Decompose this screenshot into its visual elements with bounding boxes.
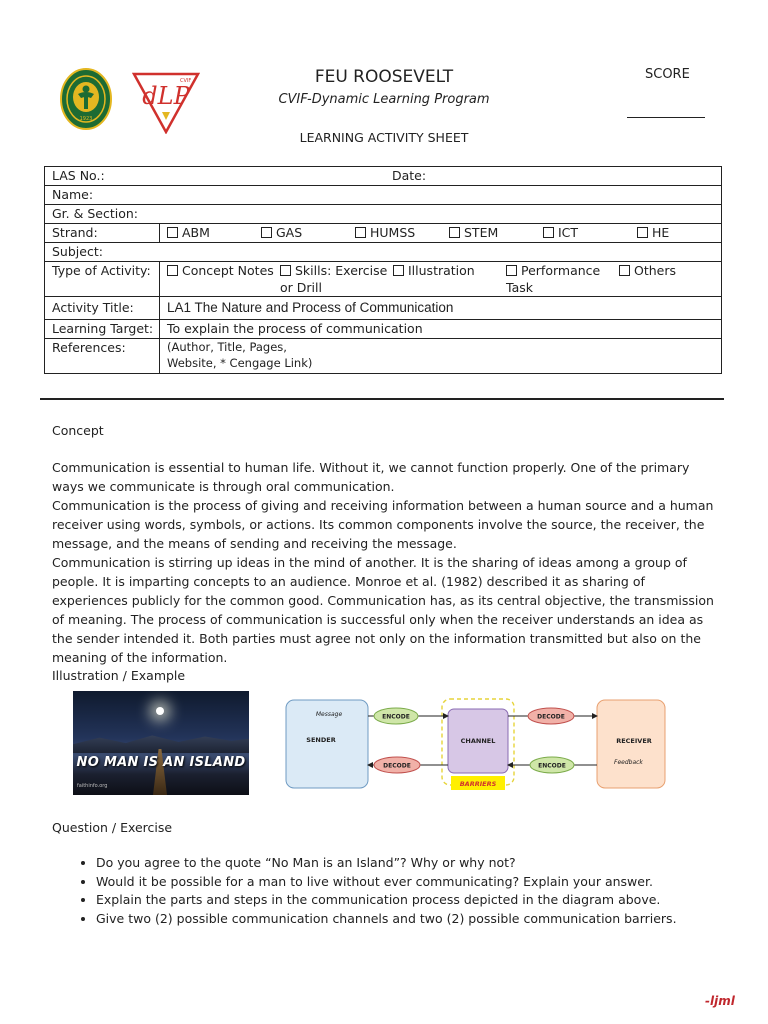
activity-title-value: LA1 The Nature and Process of Communication — [160, 297, 722, 320]
learning-target-value: To explain the process of communication — [160, 320, 722, 339]
checkbox-icon — [393, 265, 404, 276]
checkbox-icon — [280, 265, 291, 276]
question-item: • Do you agree to the quote “No Man is an Island”? Why or why not? — [96, 854, 768, 873]
dlp-logo-small: CVIF — [180, 78, 192, 84]
checkbox-icon — [619, 265, 630, 276]
program-subtitle: CVIF-Dynamic Learning Program — [278, 92, 490, 107]
strand-option-gas[interactable]: GAS — [261, 224, 355, 241]
diagram-barriers-label: BARRIERS — [459, 780, 497, 788]
exercise-title: Question / Exercise — [52, 820, 173, 835]
no-man-is-an-island-photo — [73, 691, 249, 795]
activity-option-illustration[interactable]: Illustration — [393, 262, 506, 296]
strand-option-abm[interactable]: ABM — [167, 224, 261, 241]
activity-title-label: Activity Title: — [45, 297, 160, 320]
activity-option-performance-task[interactable]: Performance Task — [506, 263, 601, 295]
concept-paragraph-2: Communication is the process of giving and receiving information between a human source and a human receiver using words, symbols, or actions. Its common components involve the source, the receiver, the message, and the means of sending and receiving the message. — [52, 498, 714, 551]
checkbox-icon — [167, 265, 178, 276]
photo-quote: NO MAN IS AN ISLAND — [76, 755, 246, 770]
question-item: • Give two (2) possible communication channels and two (2) possible communication barriers. — [96, 910, 768, 929]
author-signature: -ljml — [705, 994, 735, 1008]
activity-option-concept-notes[interactable]: Concept Notes — [167, 262, 280, 296]
las-no-cell[interactable] — [45, 167, 722, 186]
grade-section-cell[interactable]: Gr. & Section: — [45, 205, 722, 224]
question-list — [52, 854, 768, 929]
score-label: SCORE — [645, 67, 690, 82]
checkbox-icon — [506, 265, 517, 276]
checkbox-icon — [543, 227, 554, 238]
checkbox-icon — [355, 227, 366, 238]
references-value: (Author, Title, Pages, Website, * Cengage Link) — [160, 339, 722, 374]
illustration-title: Illustration / Example — [52, 668, 186, 683]
strand-options — [160, 224, 722, 243]
diagram-receiver-label: RECEIVER — [616, 737, 652, 745]
name-cell[interactable]: Name: — [45, 186, 722, 205]
strand-option-humss[interactable]: HUMSS — [355, 224, 449, 241]
diagram-decode-bottom-label: DECODE — [383, 762, 411, 770]
activity-option-others[interactable]: Others — [619, 262, 676, 296]
activity-option-skills[interactable]: Skills: Exercise or Drill — [280, 263, 388, 295]
diagram-channel-label: CHANNEL — [460, 737, 496, 745]
diagram-sender-label: SENDER — [306, 736, 336, 744]
school-title: FEU ROOSEVELT — [314, 67, 454, 87]
strand-label: Strand: — [45, 224, 160, 243]
diagram-decode-top-label: DECODE — [537, 713, 565, 721]
question-item: • Would it be possible for a man to live without ever communicating? Explain your answer. — [96, 873, 768, 892]
diagram-message-label: Message — [315, 711, 343, 718]
subject-cell[interactable]: Subject: — [45, 243, 722, 262]
checkbox-icon — [167, 227, 178, 238]
type-activity-label: Type of Activity: — [45, 262, 160, 297]
photo-credit: faithinfo.org — [77, 783, 108, 789]
checkbox-icon — [261, 227, 272, 238]
strand-option-he[interactable]: HE — [637, 224, 669, 241]
section-divider — [40, 398, 724, 400]
communication-diagram — [284, 698, 668, 794]
diagram-encode-bottom-label: ENCODE — [538, 762, 566, 770]
learning-target-label: Learning Target: — [45, 320, 160, 339]
activity-options — [160, 262, 722, 297]
concept-title: Concept — [52, 423, 104, 438]
diagram-encode-top-label: ENCODE — [382, 713, 410, 721]
date-label: Date: — [392, 168, 427, 183]
info-table — [44, 166, 722, 374]
concept-paragraph-1: Communication is essential to human life. Without it, we cannot function properly. One of the primary ways we communicate is through oral communication. — [52, 460, 690, 494]
strand-option-ict[interactable]: ICT — [543, 224, 637, 241]
strand-option-stem[interactable]: STEM — [449, 224, 543, 241]
references-label: References: — [45, 339, 160, 374]
concept-paragraph-3: Communication is stirring up ideas in the mind of another. It is the sharing of ideas among a group of people. It is imparting concepts to an audience. Monroe et al. (1982) described it as sharing of experiences publicly for the common good. Communication has, as its central objective, the transmission of meaning. The process of communication is successful only when the receiver understands an idea as the sender intended it. Both parties must agree not only on the information transmitted but also on the meaning of the information. — [52, 555, 714, 665]
moon-icon — [156, 707, 164, 715]
question-item: • Explain the parts and steps in the communication process depicted in the diagram above. — [96, 891, 768, 910]
dlp-logo-text: dLP — [142, 82, 190, 110]
logo-year: 1923 — [79, 116, 93, 122]
checkbox-icon — [449, 227, 460, 238]
diagram-feedback-label: Feedback — [614, 759, 643, 766]
checkbox-icon — [637, 227, 648, 238]
score-line — [627, 117, 705, 118]
las-no-label: LAS No.: — [52, 168, 105, 183]
sheet-title: LEARNING ACTIVITY SHEET — [299, 130, 469, 145]
